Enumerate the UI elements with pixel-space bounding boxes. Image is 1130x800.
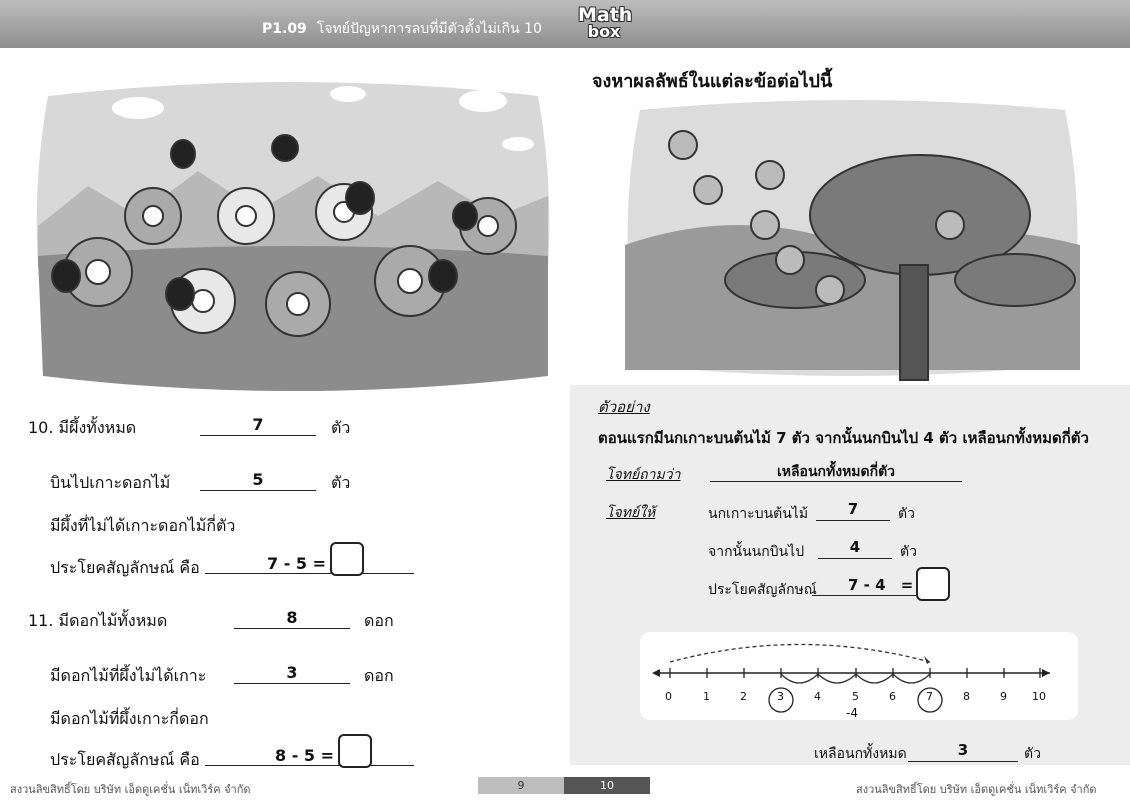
q11-unit1: ดอก	[364, 611, 394, 630]
given1-value: 7	[816, 500, 890, 521]
q10-sentence-label: ประโยคสัญลักษณ์ คือ	[50, 558, 200, 577]
q11-text2: มีดอกไม้ที่ผึ้งไม่ได้เกาะ	[50, 666, 207, 685]
logo-text-bottom: box	[587, 22, 621, 41]
tick-9: 9	[1000, 690, 1007, 703]
result-value: 3	[908, 741, 1018, 762]
tick-0: 0	[665, 690, 672, 703]
example-label: ตัวอย่าง	[598, 398, 650, 416]
q10-line1	[28, 416, 136, 441]
given2-value: 4	[818, 538, 892, 559]
q10-answer-box[interactable]	[330, 542, 364, 576]
q11-sentence-label: ประโยคสัญลักษณ์ คือ	[50, 750, 200, 769]
q10-equation-line	[205, 554, 414, 574]
tick-5: 5	[852, 690, 859, 703]
q11-text1: มีดอกไม้ทั้งหมด	[58, 611, 168, 630]
logo-text-top: Math	[578, 4, 633, 26]
example-equation-line	[812, 576, 916, 596]
page-number-right: 10	[564, 777, 650, 794]
example-equals: =	[900, 576, 914, 594]
birds-tree-illustration	[620, 95, 1082, 383]
header-title	[262, 18, 542, 40]
lesson-title: โจทย์ปัญหาการลบที่มีตัวตั้งไม่เกิน 10	[316, 21, 542, 37]
tick-10: 10	[1032, 690, 1046, 703]
q11-equation: 8 - 5 =	[275, 746, 335, 765]
result-label: เหลือนกทั้งหมด	[814, 746, 907, 762]
q10-text3: มีผึ้งที่ไม่ได้เกาะดอกไม้กี่ตัว	[50, 516, 236, 535]
q10-number: 10.	[28, 418, 54, 437]
footer-copyright-left: สงวนลิขสิทธิ์โดย บริษัท เอ็ดดูเคชั่น เน็ทเวิร์ค จำกัด	[10, 783, 251, 796]
footer-copyright-right: สงวนลิขสิทธิ์โดย บริษัท เอ็ดดูเคชั่น เน็ทเวิร์ค จำกัด	[856, 783, 1097, 796]
asks-value: เหลือนกทั้งหมดกี่ตัว	[710, 461, 962, 482]
jump-label: -4	[846, 706, 858, 720]
q11-line1	[28, 609, 167, 634]
asks-label: โจทย์ถามว่า	[606, 467, 681, 483]
tick-6: 6	[889, 690, 896, 703]
q11-answer2[interactable]: 3	[234, 663, 350, 684]
tick-4: 4	[814, 690, 821, 703]
lesson-code: P1.09	[262, 21, 307, 37]
bees-flowers-illustration	[28, 76, 558, 394]
example-equation: 7 - 4	[848, 576, 886, 594]
q11-text3: มีดอกไม้ที่ผึ้งเกาะกี่ดอก	[50, 709, 209, 728]
example-problem: ตอนแรกมีนกเกาะบนต้นไม้ 7 ตัว จากนั้นนกบินไป 4 ตัว เหลือนกทั้งหมดกี่ตัว	[598, 429, 1089, 447]
tick-8: 8	[963, 690, 970, 703]
q10-text1: มีผึ้งทั้งหมด	[58, 418, 137, 437]
q10-answer2[interactable]: 5	[200, 470, 316, 491]
example-answer-box	[916, 567, 950, 601]
q10-unit2: ตัว	[331, 473, 351, 492]
q10-answer1[interactable]: 7	[200, 415, 316, 436]
tick-2: 2	[740, 690, 747, 703]
q11-answer1[interactable]: 8	[234, 608, 350, 629]
q10-text2: บินไปเกาะดอกไม้	[50, 473, 171, 492]
q11-number: 11.	[28, 611, 54, 630]
result-unit: ตัว	[1024, 746, 1041, 762]
tick-3: 3	[777, 690, 784, 703]
gives-label: โจทย์ให้	[606, 505, 656, 521]
q11-answer-box[interactable]	[338, 734, 372, 768]
tick-1: 1	[703, 690, 710, 703]
example-sentence-label: ประโยคสัญลักษณ์	[708, 582, 817, 598]
given2-label: จากนั้นนกบินไป	[708, 544, 805, 560]
number-line-ticks	[640, 690, 1078, 710]
mathbox-logo	[578, 4, 633, 44]
q10-unit1: ตัว	[331, 418, 351, 437]
q11-unit2: ดอก	[364, 666, 394, 685]
given1-label: นกเกาะบนต้นไม้	[708, 506, 809, 522]
given1-unit: ตัว	[898, 506, 915, 522]
tick-7: 7	[926, 690, 933, 703]
instruction-text: จงหาผลลัพธ์ในแต่ละข้อต่อไปนี้	[592, 71, 833, 92]
given2-unit: ตัว	[900, 544, 917, 560]
q11-equation-line	[205, 746, 414, 766]
q10-equation: 7 - 5 =	[267, 554, 327, 573]
page-number-left: 9	[478, 777, 564, 794]
page-header	[0, 0, 1130, 48]
